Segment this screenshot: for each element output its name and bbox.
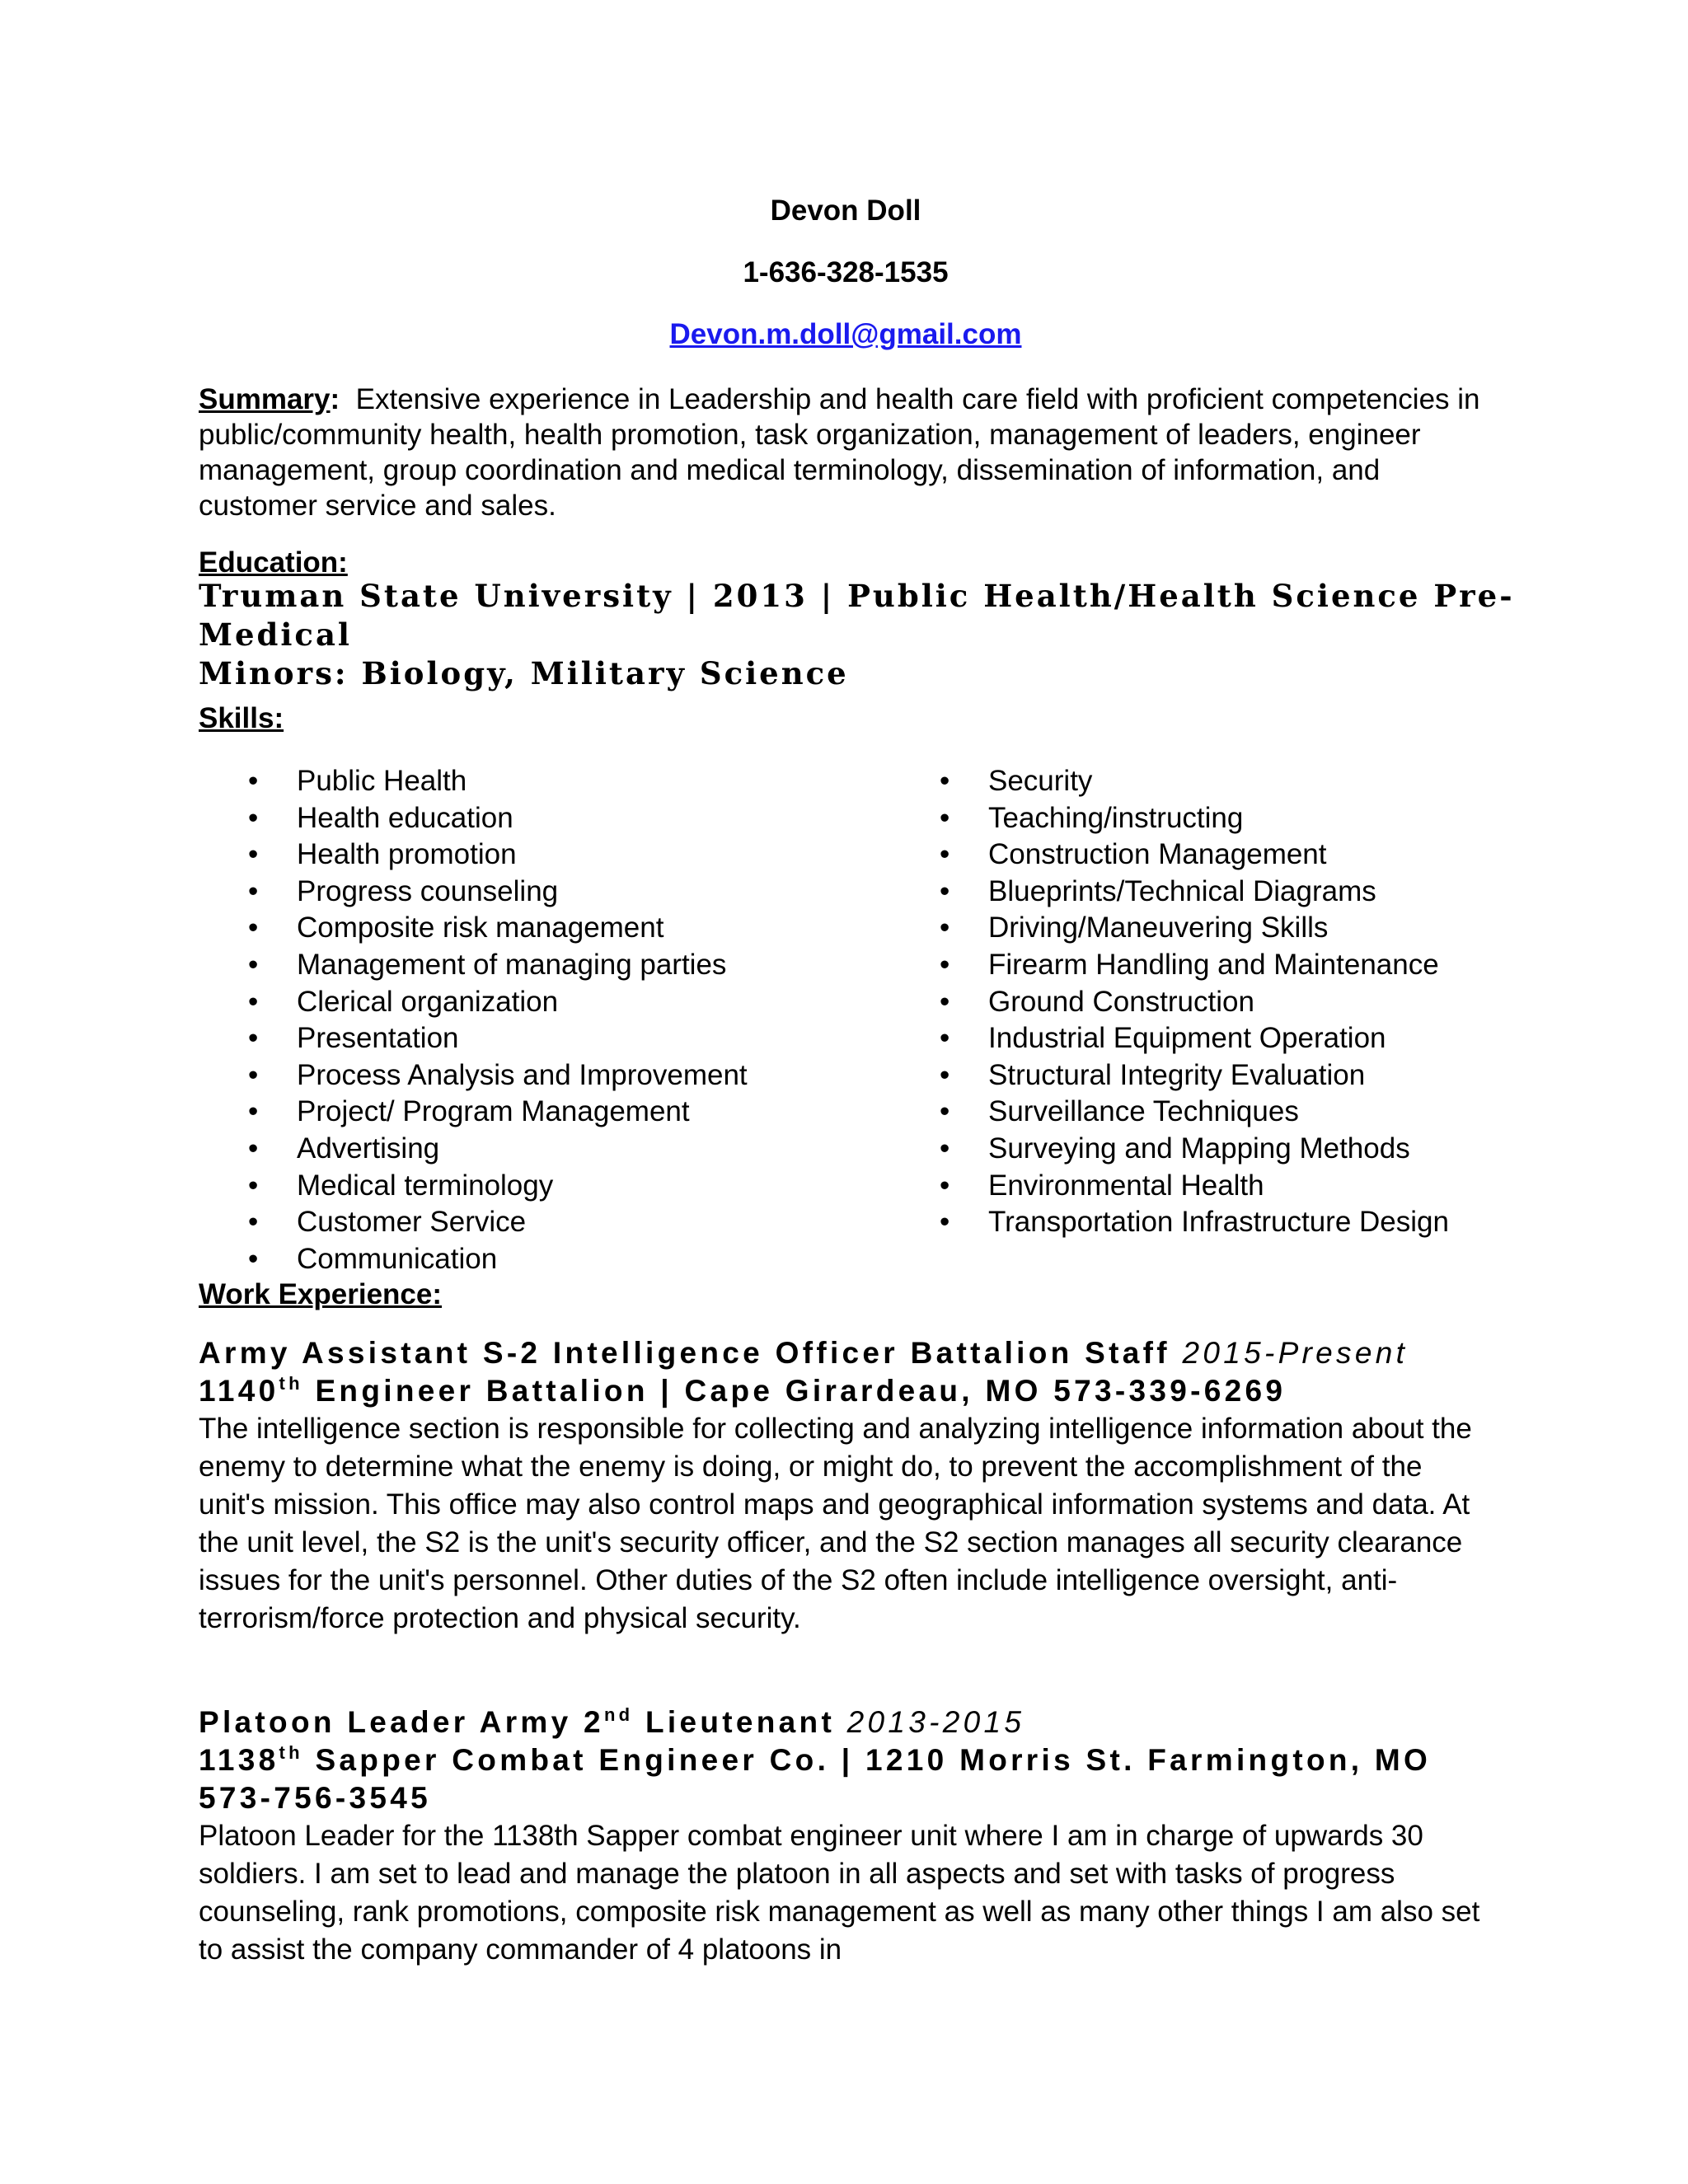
email-line xyxy=(199,318,1493,351)
summary-text: Extensive experience in Leadership and health care field with proficient competencies in public/community health, health promotion, task organization, management of leaders, engineer management, group coordination and medical terminology, dissemination of information, and customer service and sales. xyxy=(199,383,1480,522)
job-title-post: Lieutenant xyxy=(645,1705,836,1739)
skill-item: • Driving/Maneuvering Skills xyxy=(890,910,1449,947)
unit-number: 1140 xyxy=(199,1374,279,1408)
skill-item: • Ground Construction xyxy=(890,984,1449,1021)
education-label: Education: xyxy=(199,546,348,579)
skill-item: • Advertising xyxy=(199,1131,748,1168)
unit-number: 1138 xyxy=(199,1743,279,1777)
skill-item: • Structural Integrity Evaluation xyxy=(890,1057,1449,1094)
job-title-sup: nd xyxy=(603,1704,634,1725)
education-details xyxy=(199,577,1517,693)
skill-item: • Public Health xyxy=(199,763,748,800)
skill-item: • Industrial Equipment Operation xyxy=(890,1020,1449,1057)
skill-item: • Process Analysis and Improvement xyxy=(199,1057,748,1094)
job-entry-platoon-leader xyxy=(199,1704,1493,1969)
skill-item: • Teaching/instructing xyxy=(890,800,1449,837)
job-title-pre: Platoon Leader Army 2 xyxy=(199,1705,604,1739)
job-title-text: Army Assistant S-2 Intelligence Officer Battalion Staff xyxy=(199,1336,1170,1370)
job-dates: 2013-2015 xyxy=(846,1705,1025,1739)
unit-details: Sapper Combat Engineer Co. | 1210 Morris St. Farmington, MO xyxy=(315,1743,1432,1777)
skill-item: • Health promotion xyxy=(199,837,748,874)
skills-list-left xyxy=(199,763,748,1277)
job-description: Platoon Leader for the 1138th Sapper combat engineer unit where I am in charge of upwards 30 soldiers. I am set to lead and manage the platoon in all aspects and set with tasks of progress counseling, rank promotions, composite risk management as well as many other things I am also set to assist the company commander of 4 platoons in xyxy=(199,1820,1480,1966)
summary-label: Summary xyxy=(199,383,331,415)
skill-item: • Composite risk management xyxy=(199,910,748,947)
job-unit xyxy=(199,1372,1493,1410)
job-dates: 2015-Present xyxy=(1182,1336,1409,1370)
skill-item: • Blueprints/Technical Diagrams xyxy=(890,874,1449,911)
job-title xyxy=(199,1704,1493,1741)
job-entry-intelligence-officer xyxy=(199,1334,1493,1638)
unit-phone: 573-756-3545 xyxy=(199,1781,432,1815)
work-experience-label: Work Experience: xyxy=(199,1278,443,1310)
job-title xyxy=(199,1334,1493,1372)
skill-item: • Surveillance Techniques xyxy=(890,1094,1449,1131)
unit-suffix: th xyxy=(279,1742,303,1763)
education-line-1: Truman State University | 2013 | Public Health/Health Science Pre- xyxy=(199,578,1515,614)
skill-item: • Customer Service xyxy=(199,1204,748,1241)
skill-item: • Transportation Infrastructure Design xyxy=(890,1204,1449,1241)
candidate-name: Devon Doll xyxy=(770,194,921,227)
skill-item: • Security xyxy=(890,763,1449,800)
summary-section xyxy=(199,382,1493,523)
job-description: The intelligence section is responsible for collecting and analyzing intelligence information about the enemy to determine what the enemy is doing, or might do, to prevent the accomplishment of the unit's mission. This office may also control maps and geographical information systems and data. At the unit level, the S2 is the unit's security officer, and the S2 section manages all security clearance issues for the unit's personnel. Other duties of the S2 often include intelligence oversight, anti-terrorism/force protection and physical security. xyxy=(199,1413,1472,1634)
skills-list-right xyxy=(890,763,1449,1241)
education-line-2: Medical xyxy=(199,616,352,653)
summary-colon: : xyxy=(330,383,340,415)
skill-item: • Health education xyxy=(199,800,748,837)
unit-suffix: th xyxy=(279,1373,303,1394)
email-link[interactable]: Devon.m.doll@gmail.com xyxy=(669,318,1022,350)
education-line-3: Minors: Biology, Military Science xyxy=(199,655,849,691)
job-unit xyxy=(199,1741,1493,1779)
skill-item: • Construction Management xyxy=(890,837,1449,874)
skill-item: • Progress counseling xyxy=(199,874,748,911)
skill-item: • Firearm Handling and Maintenance xyxy=(890,947,1449,984)
skills-label: Skills: xyxy=(199,702,284,734)
unit-details: Engineer Battalion | Cape Girardeau, MO 573-339-6269 xyxy=(315,1374,1287,1408)
skill-item: • Management of managing parties xyxy=(199,947,748,984)
skill-item: • Clerical organization xyxy=(199,984,748,1021)
skill-item: • Presentation xyxy=(199,1020,748,1057)
candidate-phone: 1-636-328-1535 xyxy=(743,256,949,288)
skill-item: • Environmental Health xyxy=(890,1168,1449,1205)
skill-item: • Surveying and Mapping Methods xyxy=(890,1131,1449,1168)
skill-item: • Medical terminology xyxy=(199,1168,748,1205)
skill-item: • Project/ Program Management xyxy=(199,1094,748,1131)
skill-item: • Communication xyxy=(199,1241,748,1278)
